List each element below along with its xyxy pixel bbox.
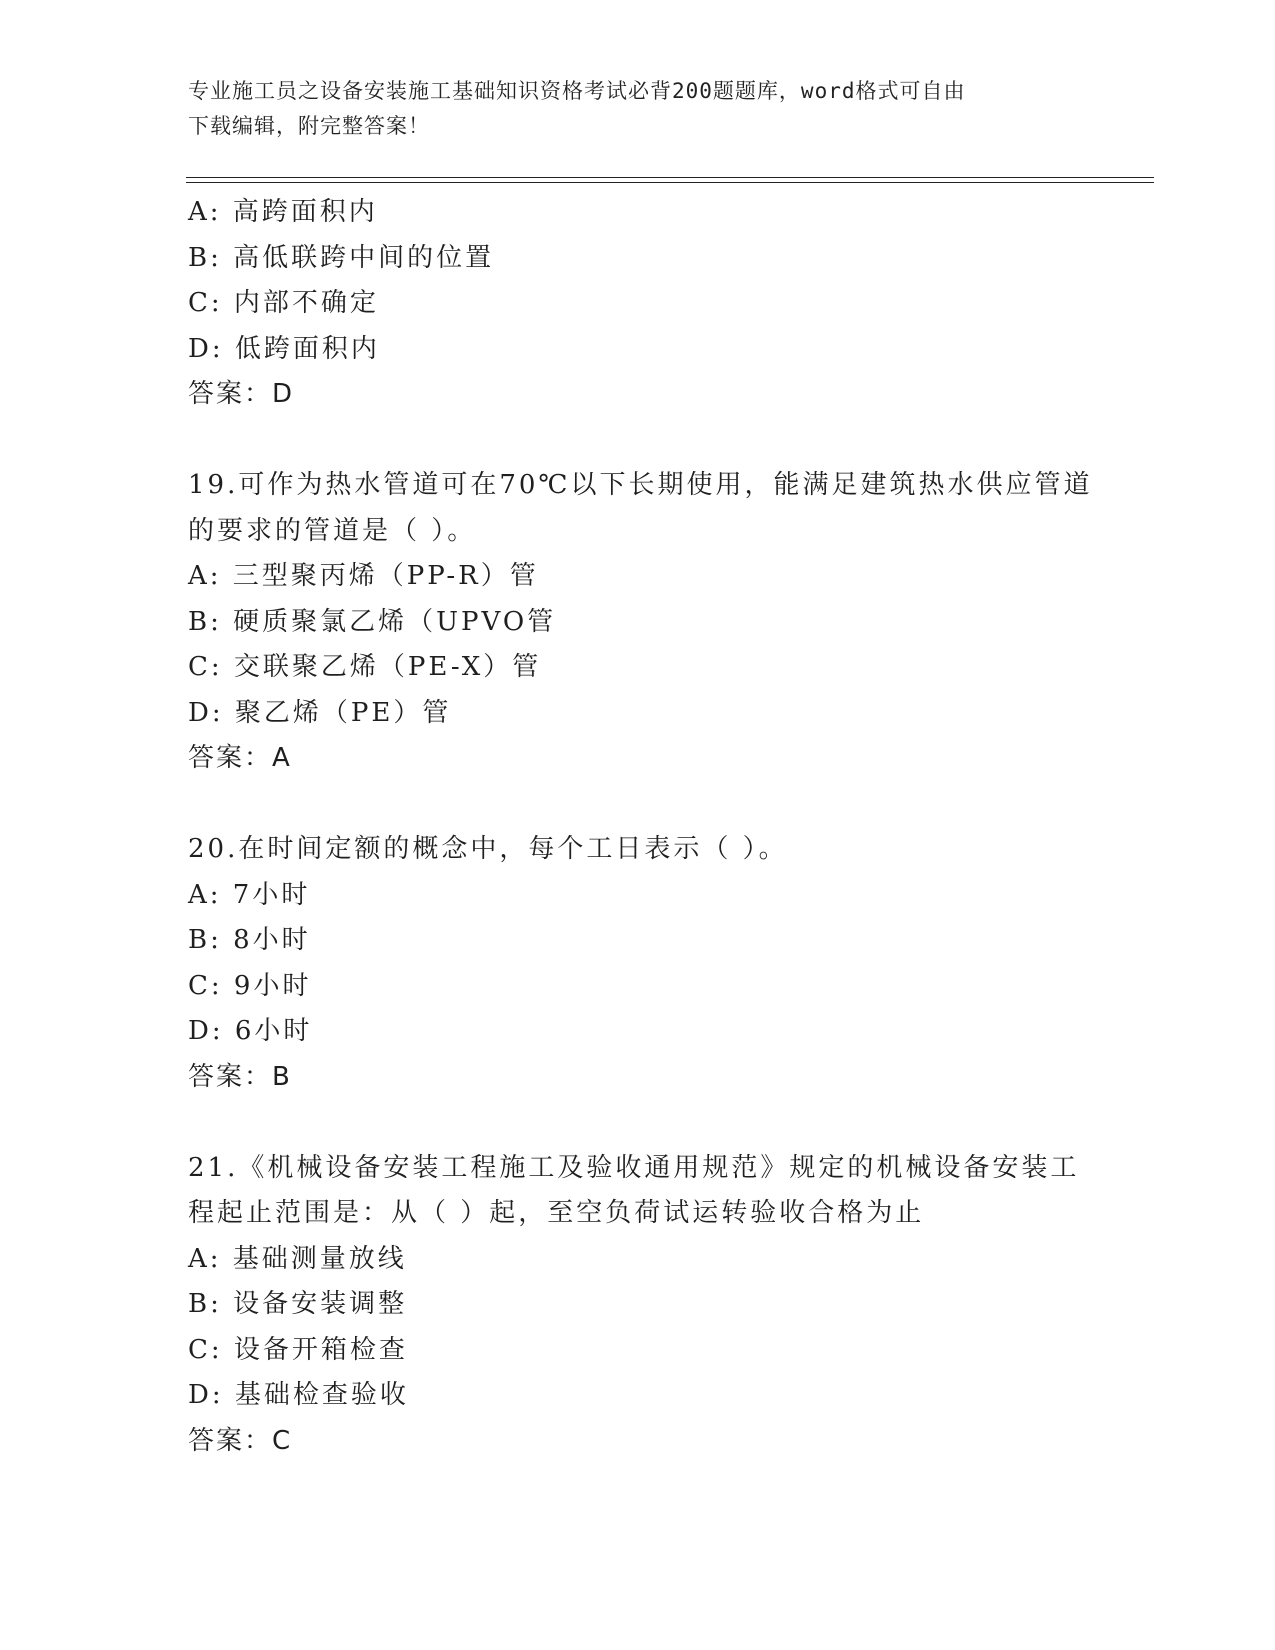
answer: 答案：D [188,379,295,409]
question-stem-line-1: 19.可作为热水管道可在70℃以下长期使用，能满足建筑热水供应管道 [188,470,1093,500]
question-stem-line-2: 程起止范围是：从（ ）起，至空负荷试运转验收合格为止 [188,1198,925,1228]
option-b: B: 设备安装调整 [188,1289,408,1319]
question-21 [188,1146,1148,1465]
option-c: C: 内部不确定 [188,288,379,318]
option-d: D: 低跨面积内 [188,333,380,364]
answer: 答案：C [188,1425,293,1456]
option-d: D: 基础检查验收 [188,1380,409,1410]
header-title-line-1: 专业施工员之设备安装施工基础知识资格考试必背200题题库，word格式可自由 [188,79,966,103]
document-header [188,74,1088,144]
answer: 答案：B [188,1061,292,1092]
option-d: D: 6小时 [188,1016,313,1046]
spacer [188,782,1148,828]
option-d: D: 聚乙烯（PE）管 [188,697,452,728]
header-title-line-2: 下载编辑，附完整答案！ [188,114,430,138]
question-stem-line-2: 的要求的管道是（ ）。 [188,515,477,546]
option-a: A: 基础测量放线 [188,1243,407,1274]
question-stem-line-1: 21.《机械设备安装工程施工及验收通用规范》规定的机械设备安装工 [188,1152,1080,1183]
option-a: A: 高跨面积内 [188,197,378,227]
question-stem-line-1: 20.在时间定额的概念中，每个工日表示（ ）。 [188,834,788,864]
question-20 [188,827,1148,1100]
answer: 答案：A [188,743,292,773]
option-a: A: 7小时 [188,879,311,910]
question-19 [188,463,1148,782]
option-b: B: 8小时 [188,925,311,955]
option-c: C: 9小时 [188,970,312,1001]
question-list [188,190,1148,1464]
option-a: A: 三型聚丙烯（PP-R）管 [188,561,539,591]
option-c: C: 设备开箱检查 [188,1334,408,1365]
question-18 [188,190,1148,418]
option-c: C: 交联聚乙烯（PE-X）管 [188,652,542,682]
option-b: B: 硬质聚氯乙烯（UPVO管 [188,606,557,637]
option-b: B: 高低联跨中间的位置 [188,242,495,273]
spacer [188,418,1148,464]
spacer [188,1100,1148,1146]
header-divider [186,177,1154,183]
